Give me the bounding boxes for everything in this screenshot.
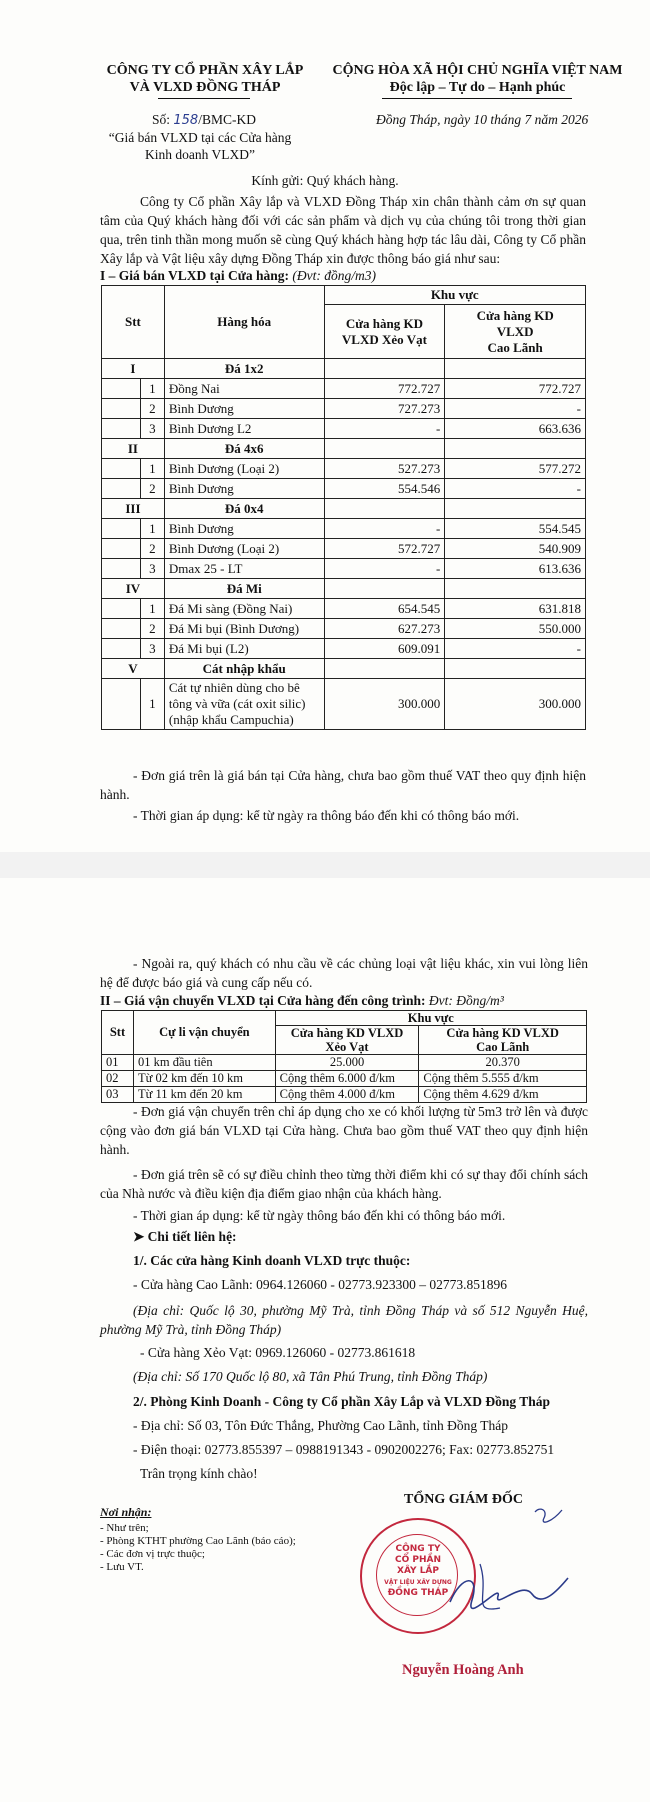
t2-col-xeo-vat: Cửa hàng KD VLXD Xẻo Vạt (275, 1026, 419, 1055)
group-roman: II (102, 439, 165, 459)
recipient-item: - Các đơn vị trực thuộc; (100, 1548, 205, 1560)
handwritten-number: 158 (173, 113, 199, 128)
price-xeo-vat: - (324, 519, 445, 539)
sales-dept-phone: - Điện thoại: 02773.855397 – 0988191343 - 0902002276; Fax: 02773.852751 (133, 1442, 555, 1457)
group-name: Đá Mi (164, 579, 324, 599)
item-name: Bình Dương (164, 399, 324, 419)
item-name: Bình Dương (Loại 2) (164, 459, 324, 479)
price-note-vat: - Đơn giá trên là giá bán tại Cửa hàng, chưa bao gồm thuế VAT theo quy định hiện hành. (100, 768, 586, 802)
recipient-item: - Lưu VT. (100, 1561, 144, 1573)
group-name: Cát nhập khẩu (164, 659, 324, 679)
national-motto: CỘNG HÒA XÃ HỘI CHỦ NGHĨA VIỆT NAM Độc lập – Tự do – Hạnh phúc (332, 63, 623, 95)
group-roman: I (102, 359, 165, 379)
item-name: Đá Mi bụi (L2) (164, 639, 324, 659)
col-item: Hàng hóa (164, 286, 324, 359)
price-cao-lanh: 540.909 (445, 539, 586, 559)
recipient-item: - Như trên; (100, 1522, 149, 1534)
price-cao-lanh: 663.636 (445, 419, 586, 439)
item-name: Bình Dương (164, 479, 324, 499)
motto-underline (382, 98, 572, 99)
signer-name: Nguyễn Hoàng Anh (402, 1662, 524, 1678)
group-name: Đá 4x6 (164, 439, 324, 459)
item-number: 2 (140, 539, 164, 559)
seal-text: CÔNG TY CỔ PHẦN XÂY LẮP VẬT LIỆU XÂY DỰNG ĐỒNG THÁP (384, 1544, 452, 1598)
table-row (102, 379, 586, 399)
t2-col-distance: Cự li vận chuyển (133, 1011, 275, 1055)
t2-price-cao-lanh: 20.370 (419, 1055, 587, 1071)
item-number: 2 (140, 479, 164, 499)
transport-note-adjust: - Đơn giá trên sẽ có sự điều chỉnh theo từng thời điểm khi có sự thay đổi chính sách của Nhà nước và điều kiện địa điểm giao nhận của khách hàng. (100, 1167, 588, 1201)
table-row (102, 1071, 587, 1087)
price-cao-lanh: - (445, 399, 586, 419)
page-separator (0, 852, 650, 878)
col-store-xeo-vat: Cửa hàng KD VLXD Xẻo Vạt (324, 305, 445, 359)
table-row (102, 599, 586, 619)
table-row (102, 679, 586, 730)
t2-distance: Từ 02 km đến 10 km (133, 1071, 275, 1087)
item-name: Đồng Nai (164, 379, 324, 399)
greeting: Kính gửi: Quý khách hàng. (251, 173, 399, 188)
recipient-item: - Phòng KTHT phường Cao Lãnh (báo cáo); (100, 1535, 296, 1547)
price-cao-lanh: - (445, 479, 586, 499)
t2-col-region: Khu vực (275, 1011, 586, 1026)
item-number: 1 (140, 459, 164, 479)
item-name: Bình Dương L2 (164, 419, 324, 439)
price-cao-lanh: - (445, 639, 586, 659)
t2-price-xeo-vat: Cộng thêm 6.000 đ/km (275, 1071, 419, 1087)
item-number: 2 (140, 399, 164, 419)
closing-line: Trân trọng kính chào! (140, 1466, 258, 1481)
price-cao-lanh: 631.818 (445, 599, 586, 619)
price-cao-lanh: 772.727 (445, 379, 586, 399)
price-xeo-vat: 627.273 (324, 619, 445, 639)
contact-heading: ➤ Chi tiết liên hệ: (133, 1229, 237, 1244)
table-row (102, 639, 586, 659)
item-number: 3 (140, 419, 164, 439)
item-name: Đá Mi bụi (Bình Dương) (164, 619, 324, 639)
price-xeo-vat: 772.727 (324, 379, 445, 399)
t2-stt: 03 (102, 1087, 134, 1103)
price-xeo-vat: - (324, 419, 445, 439)
item-name: Dmax 25 - LT (164, 559, 324, 579)
store-xeo-vat-phone: - Cửa hàng Xẻo Vạt: 0969.126060 - 02773.861618 (140, 1345, 416, 1360)
t2-stt: 01 (102, 1055, 134, 1071)
intro-paragraph: Công ty Cổ phần Xây lắp và VLXD Đồng Tháp xin chân thành cảm ơn sự quan tâm của Quý khách hàng đối với các sản phẩm và dịch vụ của chúng tôi trong thời gian qua, trên tinh thần mong muốn sẽ cùng Quý khách hàng hợp tác lâu dài, Công ty Cổ phần Xây lắp và Vật liệu xây dựng Đồng Tháp xin được thông báo giá như sau: (100, 194, 586, 266)
price-xeo-vat: 527.273 (324, 459, 445, 479)
price-cao-lanh: 554.545 (445, 519, 586, 539)
price-table (101, 285, 586, 730)
t2-col-stt: Stt (102, 1011, 134, 1055)
signer-title: TỔNG GIÁM ĐỐC (404, 1492, 523, 1507)
t2-price-cao-lanh: Cộng thêm 5.555 đ/km (419, 1071, 587, 1087)
item-name: Đá Mi sàng (Đồng Nai) (164, 599, 324, 619)
price-xeo-vat: 727.273 (324, 399, 445, 419)
group-name: Đá 1x2 (164, 359, 324, 379)
transport-note-volume: - Đơn giá vận chuyển trên chỉ áp dụng cho xe có khối lượng từ 5m3 trở lên và được cộng vào đơn giá bán VLXD tại Cửa hàng. Chưa bao gồm thuế VAT theo quy định hiện hành. (100, 1104, 588, 1157)
store-cao-lanh-address: (Địa chỉ: Quốc lộ 30, phường Mỹ Trà, tỉnh Đồng Tháp và số 512 Nguyễn Huệ, phường Mỹ Trà, tỉnh Đồng Tháp) (100, 1303, 588, 1337)
group-roman: III (102, 499, 165, 519)
t2-price-xeo-vat: Cộng thêm 4.000 đ/km (275, 1087, 419, 1103)
item-name: Bình Dương (Loại 2) (164, 539, 324, 559)
group-row (102, 439, 586, 459)
document-page-1 (0, 0, 650, 852)
section2-heading: II – Giá vận chuyển VLXD tại Cửa hàng đến công trình: Đvt: Đồng/m³ (100, 993, 504, 1008)
item-number: 1 (140, 599, 164, 619)
table-row (102, 559, 586, 579)
table-row (102, 619, 586, 639)
t2-col-cao-lanh: Cửa hàng KD VLXD Cao Lãnh (419, 1026, 587, 1055)
price-xeo-vat: - (324, 559, 445, 579)
company-name: CÔNG TY CỔ PHẦN XÂY LẮP VÀ VLXD ĐỒNG THÁP (106, 63, 304, 95)
group-roman: IV (102, 579, 165, 599)
table-row (102, 459, 586, 479)
col-region: Khu vực (324, 286, 585, 305)
price-note-period: - Thời gian áp dụng: kể từ ngày ra thông báo đến khi có thông báo mới. (133, 808, 520, 823)
other-materials-note: - Ngoài ra, quý khách có nhu cầu về các chủng loại vật liệu khác, xin vui lòng liên hệ để được báo giá và cung cấp nếu có. (100, 956, 588, 990)
item-number: 3 (140, 639, 164, 659)
group-row (102, 659, 586, 679)
store-cao-lanh-phone: - Cửa hàng Cao Lãnh: 0964.126060 - 02773.923300 – 02773.851896 (133, 1277, 508, 1292)
table-row (102, 1087, 587, 1103)
table-row (102, 479, 586, 499)
item-number: 1 (140, 679, 164, 730)
group-row (102, 359, 586, 379)
t2-distance: Từ 11 km đến 20 km (133, 1087, 275, 1103)
price-xeo-vat: 572.727 (324, 539, 445, 559)
group-name: Đá 0x4 (164, 499, 324, 519)
sales-dept-address: - Địa chỉ: Số 03, Tôn Đức Thắng, Phường Cao Lãnh, tỉnh Đồng Tháp (133, 1418, 508, 1433)
group-row (102, 499, 586, 519)
price-xeo-vat: 300.000 (324, 679, 445, 730)
t2-stt: 02 (102, 1071, 134, 1087)
item-number: 1 (140, 379, 164, 399)
table-row (102, 419, 586, 439)
col-stt: Stt (102, 286, 165, 359)
price-cao-lanh: 550.000 (445, 619, 586, 639)
table-row (102, 1055, 587, 1071)
document-page-2 (0, 878, 650, 1802)
table-row (102, 539, 586, 559)
item-number: 1 (140, 519, 164, 539)
contact-stores-title: 1/. Các cửa hàng Kinh doanh VLXD trực thuộc: (133, 1253, 411, 1268)
t2-distance: 01 km đầu tiên (133, 1055, 275, 1071)
group-roman: V (102, 659, 165, 679)
recipients-block: Nơi nhận: - Như trên; - Phòng KTHT phường Cao Lãnh (báo cáo); - Các đơn vị trực thuộc; - Lưu VT. (100, 1505, 296, 1573)
t2-price-xeo-vat: 25.000 (275, 1055, 419, 1071)
item-number: 2 (140, 619, 164, 639)
price-cao-lanh: 613.636 (445, 559, 586, 579)
document-number: Số: 158/BMC-KD (152, 112, 256, 128)
company-underline (158, 98, 250, 99)
transport-table (101, 1010, 587, 1103)
table-row (102, 519, 586, 539)
price-xeo-vat: 654.545 (324, 599, 445, 619)
group-row (102, 579, 586, 599)
place-and-date: Đồng Tháp, ngày 10 tháng 7 năm 2026 (376, 112, 589, 127)
col-store-cao-lanh: Cửa hàng KD VLXD Cao Lãnh (445, 305, 586, 359)
item-number: 3 (140, 559, 164, 579)
transport-note-period: - Thời gian áp dụng: kể từ ngày thông báo đến khi có thông báo mới. (133, 1208, 506, 1223)
table-row (102, 399, 586, 419)
price-cao-lanh: 300.000 (445, 679, 586, 730)
signature-image (440, 1504, 590, 1654)
store-xeo-vat-address: (Địa chỉ: Số 170 Quốc lộ 80, xã Tân Phú Trung, tỉnh Đồng Tháp) (133, 1369, 488, 1384)
sales-dept-title: 2/. Phòng Kinh Doanh - Công ty Cổ phần Xây Lắp và VLXD Đồng Tháp (133, 1394, 550, 1409)
price-cao-lanh: 577.272 (445, 459, 586, 479)
t2-price-cao-lanh: Cộng thêm 4.629 đ/km (419, 1087, 587, 1103)
price-xeo-vat: 554.546 (324, 479, 445, 499)
document-subject: “Giá bán VLXD tại các Cửa hàng Kinh doanh VLXD” (108, 130, 292, 162)
item-name: Cát tự nhiên dùng cho bê tông và vữa (cát oxit silic) (nhập khẩu Campuchia) (164, 679, 324, 730)
item-name: Bình Dương (164, 519, 324, 539)
price-xeo-vat: 609.091 (324, 639, 445, 659)
section1-heading: I – Giá bán VLXD tại Cửa hàng: (Đvt: đồng/m3) (100, 268, 376, 283)
